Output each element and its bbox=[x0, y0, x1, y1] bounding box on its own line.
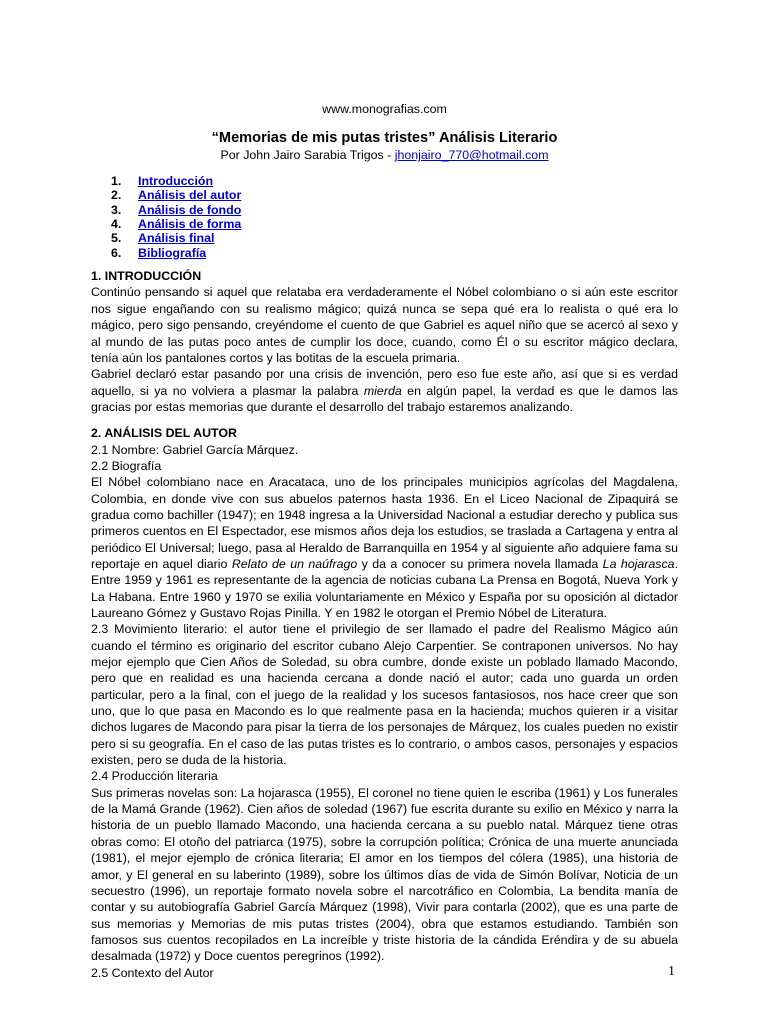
toc-number: 4. bbox=[111, 216, 122, 231]
toc-link-bibliografia[interactable]: Bibliografía bbox=[138, 245, 207, 260]
toc-link-analisis-fondo[interactable]: Análisis de fondo bbox=[138, 202, 242, 217]
toc-link-analisis-forma[interactable]: Análisis de forma bbox=[138, 216, 242, 231]
table-of-contents bbox=[111, 174, 678, 260]
byline bbox=[91, 147, 678, 163]
toc-number: 3. bbox=[111, 202, 122, 217]
toc-link-analisis-autor[interactable]: Análisis del autor bbox=[138, 188, 242, 203]
movimiento-literario-paragraph: 2.3 Movimiento literario: el autor tiene el privilegio de ser llamado el padre del Realismo Mágico aún cuando el término es originario del escritor cubano Alejo Carpentier. Se contraponen universos. No hay mejor ejemplo que Cien Años de Soledad, su obra cumbre, donde existe un poblado llamado Macondo, pero que en realidad es una hacienda cercana a donde nació el autor; cada uno guarda un orden particular, pero a la final, con el juego de la realidad y los sucesos fantasiosos, nos hace creer que son uno, que lo que pasa en Macondo es lo que realmente pasa en la hacienda; muchos quieren ir a visitar dichos lugares de Macondo para pisar la tierra de los personajes de Márquez, los cuales pueden no existir pero si su geografía. En el caso de las putas tristes es lo contrario, o ambos casos, personajes y espacios existen, pero se duda de la historia. bbox=[91, 622, 678, 768]
intro-emphasis: mierda bbox=[363, 383, 402, 398]
author-email-link[interactable]: jhonjairo_770@hotmail.com bbox=[394, 148, 549, 163]
bio-emphasis: La hojarasca bbox=[602, 556, 675, 571]
toc-number: 1. bbox=[111, 173, 122, 188]
intro-paragraph-1: Continúo pensando si aquel que relataba era verdaderamente el Nóbel colombiano o si aún este escritor nos sigue engañando con su realismo mágico; quizá nunca se sepa qué era lo realista o qué era lo mágico, pero sigo pensando, creyéndome el cuento de que Gabriel es aquel niño que se acercó al sexo y al mundo de las putas poco antes de cumplir los doce, cuando, como Él o su escritor mágico declara, tenía aún los pantalones cortos y las botitas de la escuela primaria. bbox=[91, 285, 678, 365]
intro-text: en algún papel, la verdad es que le damos las gracias por estas memorias que durante el desarrollo del trabajo estaremos analizando. bbox=[91, 383, 678, 414]
document-title: “Memorias de mis putas tristes” Análisis Literario bbox=[211, 130, 558, 147]
byline-author: Por John Jairo Sarabia Trigos - bbox=[220, 148, 395, 163]
intro-paragraph-2 bbox=[91, 366, 678, 415]
toc-item bbox=[111, 203, 678, 217]
toc-item bbox=[111, 246, 678, 260]
toc-number: 5. bbox=[111, 231, 122, 246]
subsection-contexto-title: 2.5 Contexto del Autor bbox=[91, 965, 214, 980]
toc-item bbox=[111, 231, 678, 245]
biography-paragraph bbox=[91, 474, 678, 621]
toc-item bbox=[111, 188, 678, 202]
toc-link-introduccion[interactable]: Introducción bbox=[138, 173, 214, 188]
site-url: www.monografias.com bbox=[322, 102, 447, 116]
produccion-paragraph: Sus primeras novelas son: La hojarasca (1955), El coronel no tiene quien le escriba (1961) y Los funerales de la Mamá Grande (1962). Cien años de soledad (1967) fue escrita durante su exilio en México y narra la historia de un pueblo llamado Macondo, una hacienda cercana a su pueblo natal. Márquez tiene otras obras como: El otoño del patriarca (1975), sobre la corrupción política; Crónica de una muerte anunciada (1981), el mejor ejemplo de crónica literaria; El amor en los tiempos del cólera (1985), una historia de amor, y El general en su laberinto (1989), sobre los últimos días de vida de Simón Bolívar, Noticia de un secuestro (1996), un reportaje formato novela sobre el narcotráfico en Colombia, La bendita manía de contar y su autobiografía Gabriel García Márquez (1998), Vivir para contarla (2002), que es una parte de sus memorias y Memorias de mis putas tristes (2004), obra que estamos estudiando. También son famosos sus cuentos recopilados en La increíble y triste historia de la cándida Eréndira y de su abuela desalmada (1972) y Doce cuentos peregrinos (1992). bbox=[91, 785, 678, 964]
section-heading-introduccion: 1. INTRODUCCIÓN bbox=[91, 269, 202, 284]
subsection-nombre: 2.1 Nombre: Gabriel García Márquez. bbox=[91, 442, 299, 457]
bio-text: El Nóbel colombiano nace en Aracataca, uno de los principales municipios agrícolas del Magdalena, Colombia, en donde vive con sus abuelos paternos hasta 1936. En el Liceo Nacional de Zipaquirá se gradua como bachiller (1947); en 1948 ingresa a la Universidad Nacional a estudiar derecho y publica sus primeros cuentos en El Espectador, ese mismos años deja los estudios, se traslada a Cartagena y entra al periódico El Universal; luego, pasa al Heraldo de Barranquilla en 1954 y al siguiente año adquiere fama su reportaje en aquel diario bbox=[91, 475, 678, 571]
bio-text: . Entre 1959 y 1961 es representante de la agencia de noticias cubana La Prensa en Bogotá, Nueva York y La Habana. Entre 1960 y 1970 se exilia voluntariamente en México y España por su oposición al dictador Laureano Gómez y Gustavo Rojas Pinilla. Y en 1982 le otorgan el Premio Nóbel de Literatura. bbox=[91, 556, 679, 620]
bio-emphasis: Relato de un naúfrago bbox=[231, 556, 358, 571]
section-heading-analisis-autor: 2. ANÁLISIS DEL AUTOR bbox=[91, 426, 237, 441]
page-number: 1 bbox=[668, 964, 675, 979]
page-content bbox=[91, 101, 678, 981]
bio-text: y da a conocer su primera novela llamada bbox=[357, 556, 603, 571]
toc-link-analisis-final[interactable]: Análisis final bbox=[138, 231, 215, 246]
subsection-biografia-title: 2.2 Biografía bbox=[91, 458, 162, 473]
toc-number: 2. bbox=[111, 188, 122, 203]
intro-text: Gabriel declaró estar pasando por una crisis de invención, pero eso fue este año, así que si es verdad aquello, si ya no volviera a plasmar la palabra bbox=[91, 367, 678, 398]
toc-item bbox=[111, 217, 678, 231]
toc-item bbox=[111, 174, 678, 188]
subsection-produccion-title: 2.4 Producción literaria bbox=[91, 769, 218, 784]
toc-number: 6. bbox=[111, 245, 122, 260]
